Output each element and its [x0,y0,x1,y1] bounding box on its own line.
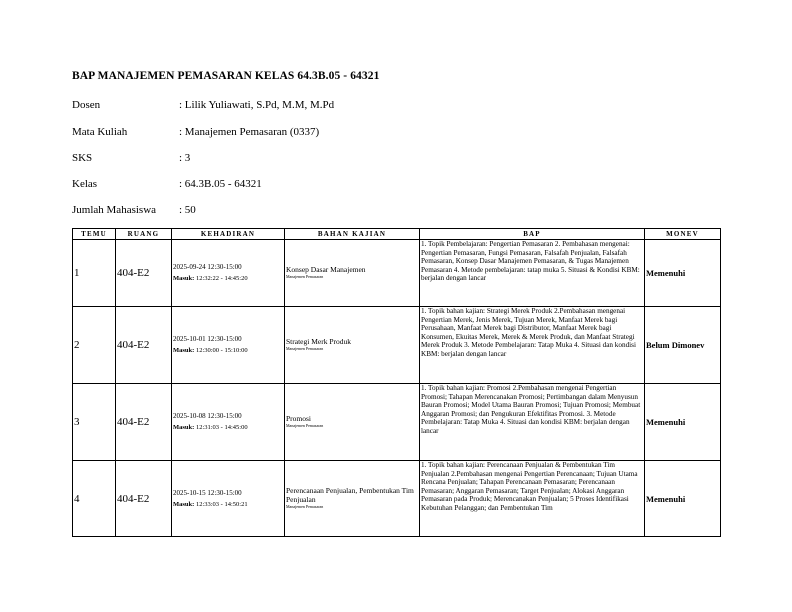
monev-cell: Memenuhi [645,384,721,461]
kehadiran-cell [172,307,285,384]
kehadiran-cell [172,384,285,461]
bahan-kajian-cell [285,307,420,384]
monev-cell: Memenuhi [645,240,721,307]
table-header-row [73,229,721,240]
header-monev: MONEV [645,229,721,240]
temu-cell: 2 [73,307,116,384]
masuk-time: 12:30:00 - 15:10:00 [195,347,248,354]
info-value: : Manajemen Pemasaran (0337) [179,126,320,138]
ruang-cell: 404-E2 [116,240,172,307]
table-row [73,240,721,307]
jadwal-text: 2025-10-01 12:30-15:00 [173,335,242,343]
masuk-time: 12:31:03 - 14:45:00 [195,424,248,431]
masuk-line [173,345,283,356]
ruang-cell: 404-E2 [116,307,172,384]
bahan-kajian-cell [285,461,420,537]
info-value: : Lilik Yuliawati, S.Pd, M.M, M.Pd [179,99,335,111]
info-label: SKS [72,152,93,164]
bahan-title: Perencanaan Penjualan, Pembentukan Tim Penjualan [286,486,414,504]
temu-cell: 4 [73,461,116,537]
info-value: : 50 [179,204,196,216]
bap-cell [420,384,645,461]
kehadiran-cell [172,461,285,537]
info-value: : 3 [179,152,191,164]
header-temu: TEMU [73,229,116,240]
bahan-subtitle: Manajemen Pemasaran [286,346,324,352]
ruang-cell: 404-E2 [116,384,172,461]
bap-text: 1. Topik bahan kajian: Perencanaan Penjualan & Pembentukan Tim Penjualan 2.Pembahasan mengenai Pengertian Perencanaan; Tujuan Utama Rencana Penjualan; Tahapan Perencanaan Pemasaran; Perencanaan Pemasaran; Anggaran Pemasaran; Target Penjualan; Alokasi Anggaran Pemasaran pada Produk; Merencanakan Penjualan; 5 Proses Identifikasi Kebutuhan Pelanggan; dan Pembentukan Tim [421,461,638,512]
masuk-time: 12:32:22 - 14:45:20 [195,275,248,282]
masuk-label: Masuk: [173,500,195,508]
bahan-kajian-cell [285,240,420,307]
header-bahan-kajian: BAHAN KAJIAN [285,229,420,240]
bap-text: 1. Topik bahan kajian: Strategi Merek Produk 2.Pembahasan mengenai Pengertian Merek, Jenis Merek, Tujuan Merek, Manfaat Merek bagi Perusahaan, Manfaat Merek bagi Distributor, Manfaat Merek bagi Konsumen, Ekuitas Merek, Merek & Merek Produk, dan Manfaat Strategi Merek Produk 3. Metode Pembelajaran: Tatap Muka 4. Situasi dan kondisi KBM: berjalan dengan lancar [421,307,636,358]
bap-table [72,228,721,537]
masuk-label: Masuk: [173,424,195,431]
bahan-subtitle: Manajemen Pemasaran [286,274,324,280]
header-ruang: RUANG [116,229,172,240]
bahan-kajian-cell [285,384,420,461]
info-label: Jumlah Mahasiswa [72,204,157,216]
info-label: Kelas [72,178,98,190]
jadwal-text: 2025-09-24 12:30-15:00 [173,263,242,271]
table-row [73,307,721,384]
bap-text: 1. Topik Pembelajaran: Pengertian Pemasaran 2. Pembahasan mengenai: Pengertian Pemasaran, Fungsi Pemasaran, Falsafah Penjualan, Falsafah Pemasaran, Konsep Dasar Manajemen Pemasaran, & Tugas Manajemen Pemasaran 4. Metode pembelajaran: tatap muka 5. Situasi & Kondisi KBM: berjalan dengan lancar [421,240,640,283]
info-label: Dosen [72,99,101,111]
bap-cell [420,461,645,537]
bahan-subtitle: Manajemen Pemasaran [286,423,324,429]
header-bap: BAP [420,229,645,240]
jadwal-text: 2025-10-15 12:30-15:00 [173,488,242,497]
bap-cell [420,240,645,307]
document-title: BAP MANAJEMEN PEMASARAN KELAS 64.3B.05 - 64321 [72,70,380,82]
masuk-time: 12:33:03 - 14:50:21 [195,500,248,508]
bahan-title: Strategi Merk Produk [286,336,351,346]
masuk-line [173,273,283,284]
ruang-cell: 404-E2 [116,461,172,537]
masuk-label: Masuk: [173,347,195,354]
masuk-line [173,422,283,433]
table-row [73,461,721,537]
info-label: Mata Kuliah [72,126,128,138]
bap-cell [420,307,645,384]
monev-cell: Belum Dimonev [645,307,721,384]
bahan-title: Konsep Dasar Manajemen [286,264,366,274]
masuk-line [173,499,283,510]
masuk-label: Masuk: [173,275,195,282]
bahan-subtitle: Manajemen Pemasaran [286,504,324,509]
temu-cell: 3 [73,384,116,461]
bahan-title: Promosi [286,413,312,423]
bap-text: 1. Topik bahan kajian: Promosi 2.Pembahasan mengenai Pengertian Promosi; Tahapan Merencanakan Promosi; Pertimbangan dalam Menyusun Bauran Promosi; Model Utama Bauran Promosi; Tujuan Promosi; Membuat Anggaran Promosi; dan Pengukuran Efektifitas Promosi. 3. Metode Pembelajaran: Tatap Muka 4. Situasi dan kondisi KBM: berjalan dengan lancar [421,384,641,435]
temu-cell: 1 [73,240,116,307]
kehadiran-cell [172,240,285,307]
info-value: : 64.3B.05 - 64321 [179,178,262,190]
jadwal-text: 2025-10-08 12:30-15:00 [173,412,242,420]
header-kehadiran: KEHADIRAN [172,229,285,240]
monev-cell: Memenuhi [645,461,721,537]
table-row [73,384,721,461]
